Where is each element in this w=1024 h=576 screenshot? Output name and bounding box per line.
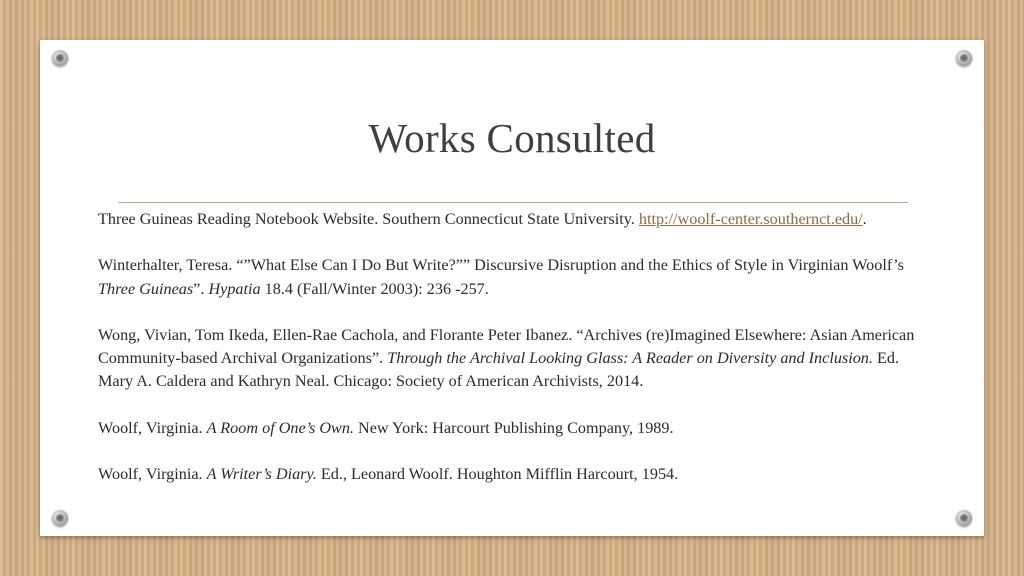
reference-link[interactable]: http://woolf-center.southernct.edu/ [638, 210, 863, 228]
screw-icon [52, 510, 68, 526]
reference-title: A Writer’s Diary. [206, 465, 317, 484]
reference-text: Ed., Leonard Woolf. Houghton Mifflin Harcourt, 1954. [316, 465, 679, 484]
reference-text: 18.4 (Fall/Winter 2003): 236 -257. [260, 279, 489, 298]
reference-item [98, 254, 918, 300]
reference-text: Three Guineas Reading Notebook Website. Southern Connecticut State University. [98, 210, 639, 228]
reference-item [98, 417, 918, 440]
page-title: Works Consulted [368, 115, 656, 161]
reference-item [98, 324, 918, 394]
references-list [98, 208, 918, 510]
reference-text: ”. [193, 279, 209, 298]
reference-title: A Room of One’s Own. [206, 418, 354, 437]
reference-item [98, 463, 918, 486]
screw-icon [52, 50, 68, 66]
reference-text: . [862, 210, 867, 228]
reference-item [98, 208, 918, 231]
title-divider [118, 202, 908, 203]
screw-icon [956, 50, 972, 66]
reference-text: Winterhalter, Teresa. “”What Else Can I Do But Write?”” Discursive Disruption and the Ethics of Style in Virginian Woolf’s [98, 256, 904, 275]
reference-journal: Hypatia [208, 279, 261, 298]
reference-text: Wong, Vivian, Tom Ikeda, Ellen-Rae Cachola, and Florante Peter Ibanez. “Archives (re)Imagined Elsewhere: Asian American Community-based Archival Organizations”. [98, 325, 915, 368]
reference-text: Woolf, Virginia. [98, 418, 207, 437]
reference-text: New York: Harcourt Publishing Company, 1989. [353, 418, 674, 437]
reference-text: Woolf, Virginia. [98, 465, 207, 484]
reference-title: Through the Archival Looking Glass: A Reader on Diversity and Inclusion. [387, 349, 873, 368]
screw-icon [956, 510, 972, 526]
reference-text: Ed. Mary A. Caldera and Kathryn Neal. Chicago: Society of American Archivists, 2014. [98, 349, 900, 391]
reference-title: Three Guineas [98, 279, 194, 298]
